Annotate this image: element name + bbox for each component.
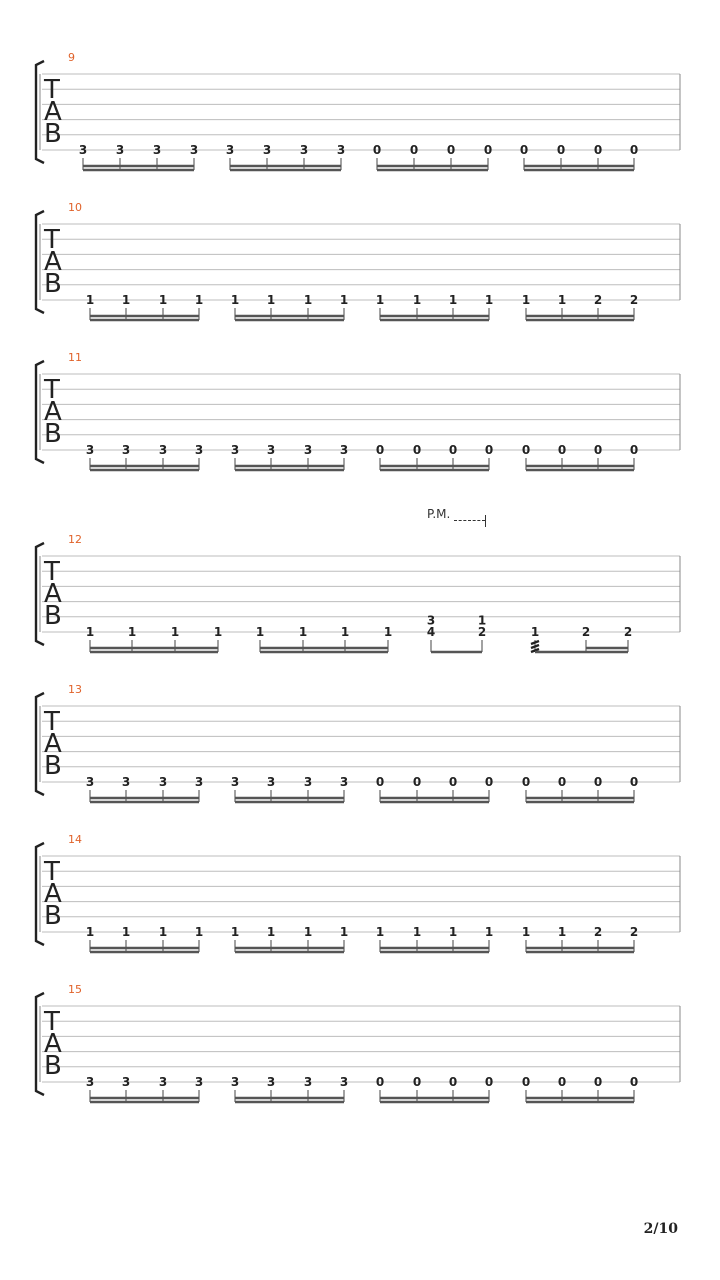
fret-number: 3 — [303, 443, 313, 457]
page-number: 2/10 — [643, 1221, 678, 1237]
fret-number: 1 — [412, 293, 422, 307]
tab-clef-letter: A — [44, 397, 62, 427]
fret-number: 0 — [375, 443, 385, 457]
measure-number: 9 — [68, 51, 75, 64]
fret-number: 3 — [194, 1075, 204, 1089]
fret-number: 0 — [557, 1075, 567, 1089]
measure-number: 14 — [68, 833, 82, 846]
fret-number: 4 — [426, 625, 436, 639]
fret-number: 1 — [158, 293, 168, 307]
tab-clef-letter: B — [44, 901, 62, 931]
fret-number: 0 — [593, 775, 603, 789]
fret-number: 3 — [339, 443, 349, 457]
fret-number: 3 — [426, 613, 436, 628]
fret-number: 3 — [230, 443, 240, 457]
fret-number: 1 — [375, 925, 385, 939]
tab-staff — [0, 686, 720, 816]
fret-number: 1 — [339, 925, 349, 939]
tab-staff — [0, 986, 720, 1116]
fret-number: 0 — [557, 775, 567, 789]
fret-number: 0 — [521, 443, 531, 457]
tab-clef-letter: T — [44, 707, 60, 737]
tab-staff — [0, 54, 720, 184]
fret-number: 1 — [484, 293, 494, 307]
fret-number: 3 — [115, 143, 125, 157]
fret-number: 0 — [484, 1075, 494, 1089]
fret-number: 1 — [121, 293, 131, 307]
fret-number: 3 — [194, 775, 204, 789]
fret-number: 0 — [629, 443, 639, 457]
fret-number: 1 — [412, 925, 422, 939]
fret-number: 0 — [519, 143, 529, 157]
fret-number: 1 — [383, 625, 393, 639]
tab-clef-letter: A — [44, 579, 62, 609]
fret-number: 3 — [230, 775, 240, 789]
fret-number: 1 — [85, 293, 95, 307]
fret-number: 1 — [121, 925, 131, 939]
fret-number: 3 — [121, 443, 131, 457]
fret-number: 0 — [412, 1075, 422, 1089]
measure-number: 10 — [68, 201, 82, 214]
fret-number: 0 — [412, 775, 422, 789]
fret-number: 1 — [255, 625, 265, 639]
fret-number: 2 — [623, 625, 633, 639]
tab-clef-letter: T — [44, 1007, 60, 1037]
palm-mute-end — [485, 515, 486, 527]
fret-number: 1 — [194, 925, 204, 939]
fret-number: 3 — [303, 775, 313, 789]
measure-number: 15 — [68, 983, 82, 996]
fret-number: 1 — [557, 293, 567, 307]
fret-number: 1 — [339, 293, 349, 307]
fret-number: 2 — [593, 293, 603, 307]
fret-number: 0 — [629, 143, 639, 157]
fret-number: 0 — [556, 143, 566, 157]
tab-clef-letter: A — [44, 247, 62, 277]
fret-number: 3 — [266, 1075, 276, 1089]
tab-clef-letter: B — [44, 1051, 62, 1081]
fret-number: 3 — [121, 1075, 131, 1089]
fret-number: 2 — [581, 625, 591, 639]
fret-number: 2 — [477, 625, 487, 639]
fret-number: 0 — [409, 143, 419, 157]
fret-number: 3 — [121, 775, 131, 789]
fret-number: 2 — [593, 925, 603, 939]
fret-number: 1 — [477, 613, 487, 628]
fret-number: 3 — [189, 143, 199, 157]
fret-number: 2 — [629, 293, 639, 307]
tab-clef-letter: B — [44, 119, 62, 149]
fret-number: 1 — [303, 293, 313, 307]
tab-clef-letter: A — [44, 729, 62, 759]
fret-number: 0 — [629, 1075, 639, 1089]
tab-clef-letter: A — [44, 97, 62, 127]
fret-number: 1 — [213, 625, 223, 639]
fret-number: 1 — [230, 293, 240, 307]
fret-number: 0 — [483, 143, 493, 157]
fret-number: 3 — [303, 1075, 313, 1089]
fret-number: 1 — [448, 925, 458, 939]
fret-number: 1 — [85, 625, 95, 639]
fret-number: 1 — [530, 625, 540, 639]
fret-number: 3 — [158, 443, 168, 457]
fret-number: 3 — [262, 143, 272, 157]
measure-number: 13 — [68, 683, 82, 696]
fret-number: 0 — [375, 775, 385, 789]
tab-clef-letter: T — [44, 857, 60, 887]
fret-number: 1 — [298, 625, 308, 639]
fret-number: 3 — [339, 1075, 349, 1089]
fret-number: 3 — [85, 775, 95, 789]
fret-number: 1 — [557, 925, 567, 939]
fret-number: 1 — [340, 625, 350, 639]
tremolo-slash — [531, 645, 539, 648]
fret-number: 0 — [521, 775, 531, 789]
palm-mute-label: P.M. — [427, 507, 451, 521]
fret-number: 1 — [194, 293, 204, 307]
fret-number: 2 — [629, 925, 639, 939]
fret-number: 1 — [158, 925, 168, 939]
fret-number: 1 — [303, 925, 313, 939]
tab-clef-letter: A — [44, 1029, 62, 1059]
tab-clef-letter: T — [44, 557, 60, 587]
tab-clef-letter: B — [44, 601, 62, 631]
fret-number: 1 — [127, 625, 137, 639]
tab-clef-letter: T — [44, 375, 60, 405]
tab-staff — [0, 536, 720, 666]
fret-number: 0 — [593, 1075, 603, 1089]
fret-number: 0 — [375, 1075, 385, 1089]
fret-number: 3 — [230, 1075, 240, 1089]
fret-number: 1 — [85, 925, 95, 939]
fret-number: 3 — [85, 443, 95, 457]
fret-number: 0 — [372, 143, 382, 157]
fret-number: 1 — [266, 293, 276, 307]
fret-number: 3 — [339, 775, 349, 789]
fret-number: 1 — [448, 293, 458, 307]
tab-clef-letter: B — [44, 419, 62, 449]
fret-number: 3 — [336, 143, 346, 157]
fret-number: 0 — [448, 1075, 458, 1089]
fret-number: 0 — [557, 443, 567, 457]
fret-number: 0 — [448, 775, 458, 789]
tab-staff — [0, 204, 720, 334]
measure-number: 11 — [68, 351, 82, 364]
fret-number: 0 — [593, 443, 603, 457]
fret-number: 3 — [225, 143, 235, 157]
tremolo-slash — [531, 641, 539, 644]
fret-number: 1 — [170, 625, 180, 639]
fret-number: 0 — [521, 1075, 531, 1089]
fret-number: 3 — [266, 443, 276, 457]
tab-staff — [0, 836, 720, 966]
fret-number: 1 — [521, 293, 531, 307]
fret-number: 0 — [446, 143, 456, 157]
fret-number: 3 — [152, 143, 162, 157]
fret-number: 0 — [448, 443, 458, 457]
tab-clef-letter: B — [44, 751, 62, 781]
fret-number: 3 — [85, 1075, 95, 1089]
fret-number: 3 — [78, 143, 88, 157]
fret-number: 1 — [484, 925, 494, 939]
fret-number: 1 — [230, 925, 240, 939]
fret-number: 1 — [521, 925, 531, 939]
fret-number: 3 — [158, 775, 168, 789]
fret-number: 0 — [484, 443, 494, 457]
fret-number: 0 — [412, 443, 422, 457]
tab-staff — [0, 354, 720, 484]
fret-number: 1 — [375, 293, 385, 307]
tab-clef-letter: B — [44, 269, 62, 299]
fret-number: 3 — [299, 143, 309, 157]
fret-number: 3 — [158, 1075, 168, 1089]
tab-clef-letter: T — [44, 225, 60, 255]
fret-number: 0 — [629, 775, 639, 789]
measure-number: 12 — [68, 533, 82, 546]
tab-clef-letter: A — [44, 879, 62, 909]
fret-number: 3 — [266, 775, 276, 789]
fret-number: 0 — [593, 143, 603, 157]
fret-number: 1 — [266, 925, 276, 939]
fret-number: 0 — [484, 775, 494, 789]
palm-mute-extension — [454, 520, 485, 521]
tab-clef-letter: T — [44, 75, 60, 105]
fret-number: 3 — [194, 443, 204, 457]
